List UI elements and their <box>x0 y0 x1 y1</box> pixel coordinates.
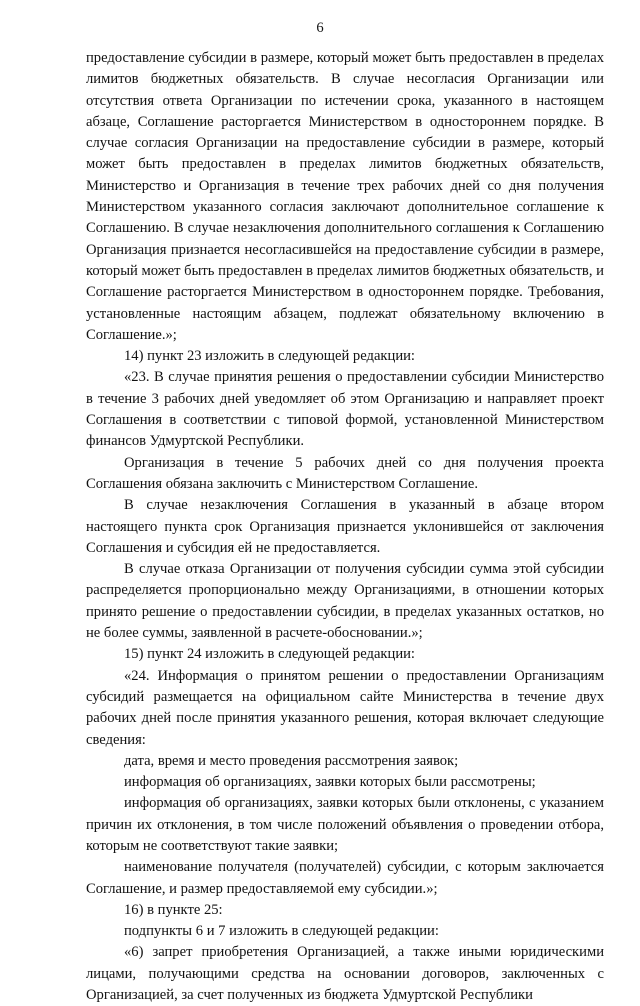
paragraph-clause-24: «24. Информация о принятом решении о предоставлении Организациям субсидий размещается на официальном сайте Министерства в течение двух рабочих дней после принятия указанного решения, которая включает следующие сведения: <box>86 667 604 748</box>
list-item-rejected-organizations: информация об организациях, заявки которых были отклонены, с указанием причин их отклонения, в том числе положений объявления о проведении отбора, которым не соответствуют такие заявки; <box>86 795 604 854</box>
paragraph-item-15: 15) пункт 24 изложить в следующей редакции: <box>124 646 415 663</box>
list-item-recipient-name: наименование получателя (получателей) субсидии, с которым заключается Соглашение, и размер предоставляемой ему субсидии.»; <box>86 859 604 897</box>
paragraph-subitem-6: «6) запрет приобретения Организацией, а также иными юридическими лицами, получающими средства на основании договоров, заключенных с Организацией, за счет полученных из бюджета Удмуртской Республики <box>86 944 604 1004</box>
paragraph-item-16: 16) в пункте 25: <box>124 901 223 918</box>
paragraph-clause-23-part-4: В случае отказа Организации от получения субсидии сумма этой субсидии распределяется пропорционально между Организациями, в отношении которых принято решение о предоставлении субсидии, в пределах указанных остатков, но не более суммы, заявленной в расчете-обосновании.»; <box>86 561 604 642</box>
paragraph-subitems-6-7: подпункты 6 и 7 изложить в следующей редакции: <box>124 923 439 940</box>
list-item-date-time-place: дата, время и место проведения рассмотрения заявок; <box>124 752 459 769</box>
page-number: 6 <box>316 20 324 36</box>
paragraph-clause-23: «23. В случае принятия решения о предоставлении субсидии Министерство в течение 3 рабочих дней уведомляет об этом Организацию и направляет проект Соглашения в соответствии с типовой формой, установленной Министерством финансов Удмуртской Республики. <box>86 369 604 450</box>
paragraph-continuation: предоставление субсидии в размере, который может быть предоставлен в пределах лимитов бюджетных обязательств. В случае несогласия Организации или отсутствия ответа Организации по истечении срока, указанного в настоящем абзаце, Соглашение расторгается Министерством в одностороннем порядке. В случае согласия Организации на предоставление субсидии в размере, который может быть предоставлен в пределах лимитов бюджетных обязательств, Министерство и Организация в течение трех рабочих дней со дня получения Министерством указанного согласия заключают дополнительное соглашение к Соглашению. В случае незаключения дополнительного соглашения к Соглашению Организация признается несогласившейся на предоставление субсидии в размере, который может быть предоставлен в пределах лимитов бюджетных обязательств, и Соглашение расторгается Министерством в одностороннем порядке. Требования, установленные настоящим абзацем, подлежат обязательному включению в Соглашение.»; <box>86 50 604 343</box>
paragraph-item-14: 14) пункт 23 изложить в следующей редакции: <box>124 348 415 365</box>
paragraph-clause-23-part-2: Организация в течение 5 рабочих дней со дня получения проекта Соглашения обязана заключить с Министерством Соглашение. <box>86 454 604 492</box>
paragraph-clause-23-part-3: В случае незаключения Соглашения в указанный в абзаце втором настоящего пункта срок Организация признается уклонившейся от заключения Соглашения и субсидия ей не предоставляется. <box>86 497 604 556</box>
document-body <box>86 48 604 1006</box>
list-item-reviewed-organizations: информация об организациях, заявки которых были рассмотрены; <box>124 774 536 791</box>
